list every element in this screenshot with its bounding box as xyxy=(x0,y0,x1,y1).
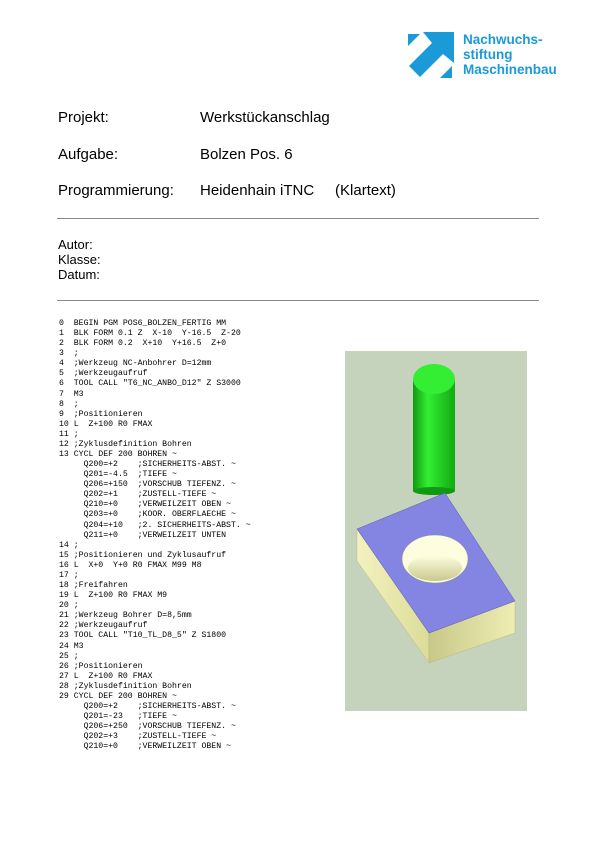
projekt-label: Projekt: xyxy=(58,109,109,126)
code-line: 4 ;Werkzeug NC-Anbohrer D=12mm xyxy=(59,359,212,369)
workpiece-render xyxy=(345,351,527,711)
bolt-cylinder xyxy=(413,379,455,491)
logo-line-3: Maschinenbau xyxy=(463,62,557,77)
code-line: 19 L Z+100 R0 FMAX M9 xyxy=(59,591,168,601)
aufgabe-label: Aufgabe: xyxy=(58,146,119,163)
code-line: 3 ; xyxy=(59,349,79,359)
datum-label: Datum: xyxy=(58,267,100,282)
code-line: Q211=+0 ;VERWEILZEIT UNTEN xyxy=(59,530,227,540)
code-line: 18 ;Freifahren xyxy=(59,581,128,591)
workpiece-3d-image xyxy=(345,351,527,711)
code-line: Q201=-4.5 ;TIEFE ~ xyxy=(59,470,177,480)
code-line: Q206=+250 ;VORSCHUB TIEFENZ. ~ xyxy=(59,722,236,732)
header-divider xyxy=(57,218,539,219)
meta-block xyxy=(58,237,101,282)
code-line: 8 ; xyxy=(59,399,79,409)
code-line: 12 ;Zyklusdefinition Bohren xyxy=(59,439,192,449)
code-line: 27 L Z+100 R0 FMAX xyxy=(59,671,153,681)
code-line: 28 ;Zyklusdefinition Bohren xyxy=(59,681,192,691)
meta-divider xyxy=(57,300,539,301)
code-line: Q210=+0 ;VERWEILZEIT OBEN ~ xyxy=(59,500,231,510)
projekt-value: Werkstückanschlag xyxy=(200,109,330,126)
programmierung-label: Programmierung: xyxy=(58,182,174,199)
bore-hole-wall xyxy=(408,555,462,581)
logo-mark xyxy=(408,32,454,83)
code-line: 9 ;Positionieren xyxy=(59,409,143,419)
arrow-logo-icon xyxy=(408,32,454,78)
code-line: Q210=+0 ;VERWEILZEIT OBEN ~ xyxy=(59,742,231,752)
code-line: 15 ;Positionieren und Zyklusaufruf xyxy=(59,550,227,560)
code-line: Q200=+2 ;SICHERHEITS-ABST. ~ xyxy=(59,701,236,711)
code-line: Q206=+150 ;VORSCHUB TIEFENZ. ~ xyxy=(59,480,236,490)
code-line: Q203=+0 ;KOOR. OBERFLAECHE ~ xyxy=(59,510,236,520)
code-line: Q204=+10 ;2. SICHERHEITS-ABST. ~ xyxy=(59,520,251,530)
logo-line-1: Nachwuchs- xyxy=(463,32,543,47)
code-line: 6 TOOL CALL "T6_NC_ANBO_D12" Z S3000 xyxy=(59,379,241,389)
nc-program-listing xyxy=(59,319,251,752)
code-line: 25 ; xyxy=(59,651,79,661)
code-line: Q200=+2 ;SICHERHEITS-ABST. ~ xyxy=(59,460,236,470)
code-line: 2 BLK FORM 0.2 X+10 Y+16.5 Z+0 xyxy=(59,339,227,349)
bolt-bottom xyxy=(413,487,455,495)
code-line: 20 ; xyxy=(59,601,79,611)
aufgabe-value: Bolzen Pos. 6 xyxy=(200,146,293,163)
code-line: 1 BLK FORM 0.1 Z X-10 Y-16.5 Z-20 xyxy=(59,329,241,339)
code-line: 26 ;Positionieren xyxy=(59,661,143,671)
logo-line-2: stiftung xyxy=(463,47,513,62)
code-line: 13 CYCL DEF 200 BOHREN ~ xyxy=(59,450,177,460)
code-line: Q202=+3 ;ZUSTELL-TIEFE ~ xyxy=(59,732,217,742)
code-line: 29 CYCL DEF 200 BOHREN ~ xyxy=(59,691,177,701)
code-line: 21 ;Werkzeug Bohrer D=8,5mm xyxy=(59,611,192,621)
code-line: 10 L Z+100 R0 FMAX xyxy=(59,419,153,429)
klasse-label: Klasse: xyxy=(58,252,101,267)
logo-text xyxy=(463,32,557,77)
code-line: 17 ; xyxy=(59,570,79,580)
autor-label: Autor: xyxy=(58,237,93,252)
code-line: 0 BEGIN PGM POS6_BOLZEN_FERTIG MM xyxy=(59,319,227,328)
code-line: 5 ;Werkzeugaufruf xyxy=(59,369,148,379)
code-line: 22 ;Werkzeugaufruf xyxy=(59,621,148,631)
code-line: 24 M3 xyxy=(59,641,84,651)
code-line: 16 L X+0 Y+0 R0 FMAX M99 M8 xyxy=(59,560,202,570)
programmierung-value: Heidenhain iTNC (Klartext) xyxy=(200,182,396,199)
code-line: Q202=+1 ;ZUSTELL-TIEFE ~ xyxy=(59,490,217,500)
code-line: 7 M3 xyxy=(59,389,84,399)
code-line: 23 TOOL CALL "T10_TL_D8_5" Z S1800 xyxy=(59,631,227,641)
code-line: Q201=-23 ;TIEFE ~ xyxy=(59,712,177,722)
code-line: 14 ; xyxy=(59,540,79,550)
bolt-top xyxy=(413,364,455,394)
code-line: 11 ; xyxy=(59,429,79,439)
